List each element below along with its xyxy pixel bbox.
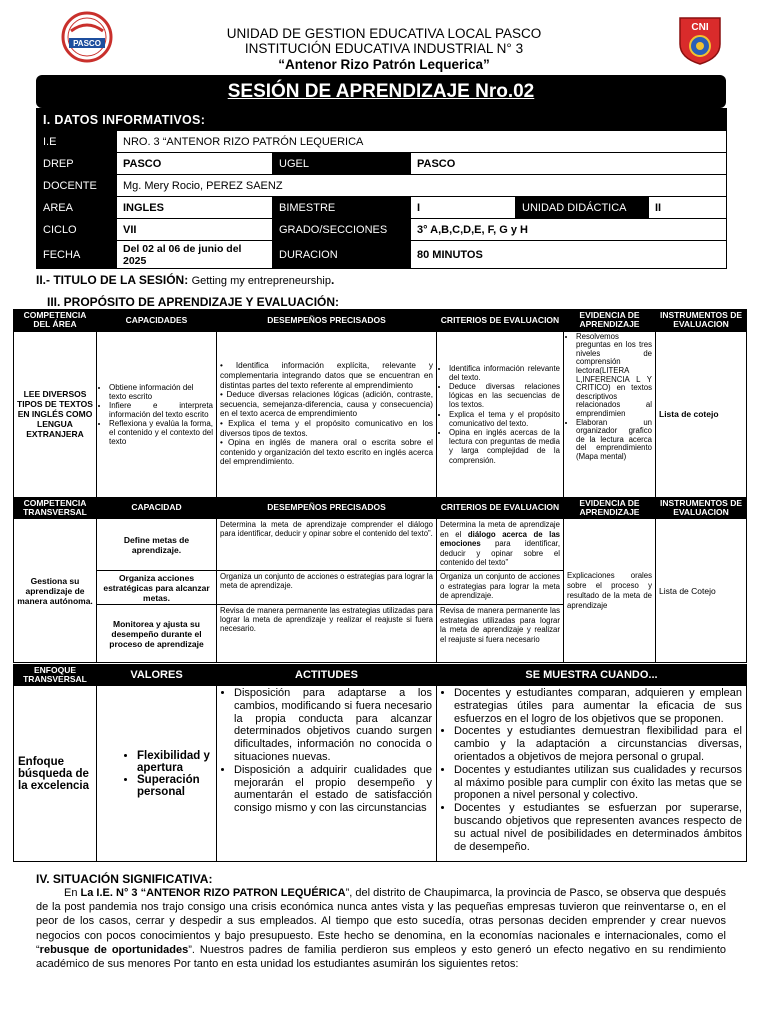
logo-left-text: PASCO: [73, 39, 101, 48]
actitud-item: • Disposición a adquirir cualidades que mejorarán el propio desempeño y aumentarán el estado de satisfacción consigo mismo y con las circunstancias: [234, 764, 432, 815]
header-criterios-transversal: CRITERIOS DE EVALUACION: [437, 497, 564, 519]
criterio-define-metas: Determina la meta de aprendizaje en el diálogo acerca de las emociones para identificar, deducir y opinar sobre el contenido del texto”: [437, 519, 564, 571]
desempeno-monitorea: Revisa de manera permanente las estrategias utilizadas para lograr la meta de aprendizaje y realizar el reajuste si fuera necesario.: [217, 605, 437, 663]
header-capacidades: CAPACIDADES: [97, 310, 217, 332]
header-line-institucion: INSTITUCIÓN EDUCATIVA INDUSTRIAL N° 3: [244, 41, 524, 56]
unidad-label: UNIDAD DIDÁCTICA: [516, 197, 649, 219]
desempeno-item: • Opina en inglés de manera oral o escrita sobre el contenido y organización del texto escrito en inglés acerca del emprendimiento.: [220, 438, 433, 467]
desempeno-item: • Deduce diversas relaciones lógicas (adición, contraste, secuencia, semejanza-diferencia, causa y consecuencia) en el texto acerca de emprendimiento: [220, 390, 433, 419]
capacidad-organiza-acciones: Organiza acciones estratégicas para alcanzar metas.: [97, 571, 217, 605]
logo-right-text: CNI: [691, 22, 709, 33]
capacidad-define-metas: Define metas de aprendizaje.: [97, 519, 217, 571]
actitud-item: • Disposición para adaptarse a los cambios, modificando si fuera necesario la propia conducta para alcanzar determinados objetivos cuando surgen dificultades, información no conocida o situaciones nuevas.: [234, 687, 432, 764]
grado-label: GRADO/SECCIONES: [273, 219, 411, 241]
criterios-list: [440, 364, 560, 465]
header-evidencia: EVIDENCIA DE APRENDIZAJE: [564, 310, 656, 332]
se-muestra-item: • Docentes y estudiantes comparan, adquieren y emplean estrategias útiles para aumentar la eficacia de sus esfuerzos en el logro de los objetivos que se proponen.: [454, 687, 742, 725]
header-actitudes: ACTITUDES: [217, 665, 437, 686]
duracion-label: DURACION: [273, 241, 411, 269]
titulo-sesion: [36, 273, 334, 287]
se-muestra-item: • Docentes y estudiantes utilizan sus cualidades y recursos al máximo posible para cumplir con éxito las metas que se proponen a nivel personal y colectivo.: [454, 764, 742, 802]
criterio-item: • Opina en inglés acercas de la lectura con preguntas de media y larga complejidad de la comprensión.: [449, 428, 560, 465]
area-label: AREA: [37, 197, 117, 219]
competencia-gestiona-aprendizaje: Gestiona su aprendizaje de manera autónoma.: [14, 519, 97, 663]
valor-item: • Flexibilidad y apertura: [137, 750, 212, 774]
header-line-nombre: “Antenor Rizo Patrón Lequerica”: [278, 57, 490, 72]
enfoque-transversal-table: [13, 664, 747, 862]
bimestre-label: BIMESTRE: [273, 197, 411, 219]
header-instrumentos: INSTRUMENTOS DE EVALUACION: [656, 310, 747, 332]
titulo-sesion-label: II.- TITULO DE LA SESIÓN:: [36, 273, 189, 287]
bimestre-value: I: [411, 197, 516, 219]
se-muestra-item: • Docentes y estudiantes demuestran flexibilidad para el cambio y la adaptación a circunstancias diversas, orientados a objetivos de mejora personal o grupal.: [454, 725, 742, 763]
drep-label: DREP: [37, 153, 117, 175]
duracion-value: 80 MINUTOS: [411, 241, 727, 269]
criterio-item: • Explica el tema y el propósito comunicativo del texto.: [449, 410, 560, 428]
situacion-paragraph: En La I.E. N° 3 “ANTENOR RIZO PATRON LEQUÉRICA”, del distrito de Chaupimarca, la provincia de Pasco, se observa que después de la post pandemia nos trajo consigo una crisis económica nunca antes vista y las pequeñas empresas tuvieron que reinventarse o, en el peor de los casos, cerrar y despedir a sus empleados. Al tiempo que esto sucedía, otras personas deciden emprender y crear nuevos negocios con pocos conocimientos y bajo presupuesto. Este hecho se denomina, en la economías nacionales e internacionales, como el “rebusque de oportunidades”. Nuestros padres de familia perdieron sus empleos y esto generó un efecto negativo en su rendimiento académico de sus menores Por tanto en esta unidad los estudiantes asumirán los siguientes retos:: [36, 887, 727, 971]
header-competencia-transversal: COMPETENCIA TRANSVERSAL: [14, 497, 97, 519]
proposito-title: III. PROPÓSITO DE APRENDIZAJE Y EVALUACIÓN:: [47, 295, 340, 309]
header-competencia-area: COMPETENCIA DEL ÁREA: [14, 310, 97, 332]
instrumento-transversal: Lista de Cotejo: [656, 519, 747, 663]
header-instrumentos-transversal: INSTRUMENTOS DE EVALUACION: [656, 497, 747, 519]
desempeno-item: • Explica el tema y el propósito comunicativo en los diversos tipos de textos.: [220, 418, 433, 438]
area-value: INGLES: [117, 197, 273, 219]
titulo-sesion-value: Getting my entrepreneurship: [191, 275, 331, 287]
valores-list: [101, 750, 212, 798]
titulo-sesion-dot: .: [331, 273, 335, 287]
capacidades-list: [100, 383, 213, 446]
docente-label: DOCENTE: [37, 175, 117, 197]
capacidad-item: • Obtiene información del texto escrito: [109, 383, 213, 401]
grado-value: 3° A,B,C,D,E, F, G y H: [411, 219, 727, 241]
evidencia-item: • Resolvemos preguntas en los tres niveles de comprensión lectora(LITERA L,INFERENCIA L Y CRITICO) en textos descriptivos relacionados al emprendimien: [576, 333, 652, 419]
drep-value: PASCO: [117, 153, 273, 175]
se-muestra-item: • Docentes y estudiantes se esfuerzan por superarse, buscando objetivos que representen avances respecto de su actual nivel de posibilidades en determinados ámbitos de desempeño.: [454, 802, 742, 853]
header-evidencia-transversal: EVIDENCIA DE APRENDIZAJE: [564, 497, 656, 519]
competencia-lee-textos: LEE DIVERSOS TIPOS DE TEXTOS EN INGLÉS COMO LENGUA EXTRANJERA: [14, 331, 97, 497]
docente-value: Mg. Mery Rocio, PEREZ SAENZ: [117, 175, 727, 197]
ciclo-value: VII: [117, 219, 273, 241]
desempeno-organiza-acciones: Organiza un conjunto de acciones o estrategias para lograr la meta de aprendizaje.: [217, 571, 437, 605]
header-se-muestra: SE MUESTRA CUANDO...: [437, 665, 747, 686]
datos-informativos-table: [36, 108, 727, 269]
unidad-value: II: [649, 197, 727, 219]
criterio-item: • Deduce diversas relaciones lógicas en las secuencias de los textos.: [449, 382, 560, 410]
desempeno-item: • Identifica información explícita, relevante y complementaria integrando datos que se encuentran en distintas partes del texto referente al emprendimiento: [220, 361, 433, 390]
actitudes-list: [221, 687, 432, 815]
header-valores: VALORES: [97, 665, 217, 686]
datos-title: I. DATOS INFORMATIVOS:: [37, 109, 727, 131]
criterio-item: • Identifica información relevante del texto.: [449, 364, 560, 382]
header-desempenos-transversal: DESEMPEÑOS PRECISADOS: [217, 497, 437, 519]
ie-label: I.E: [37, 131, 117, 153]
enfoque-busqueda-excelencia: Enfoque búsqueda de la excelencia: [14, 686, 97, 862]
proposito-table: [13, 309, 747, 663]
evidencia-item: • Elaboran un organizador grafico de la lectura acerca del emprendimiento (Mapa mental): [576, 419, 652, 462]
header-capacidad: CAPACIDAD: [97, 497, 217, 519]
capacidad-item: • Reflexiona y evalúa la forma, el contenido y el contexto del texto: [109, 419, 213, 446]
situacion-title: IV. SITUACIÓN SIGNIFICATIVA:: [36, 872, 213, 886]
capacidad-monitorea: Monitorea y ajusta su desempeño durante el proceso de aprendizaje: [97, 605, 217, 663]
criterio-organiza-acciones: Organiza un conjunto de acciones o estrategias para lograr la meta de aprendizaje.: [437, 571, 564, 605]
instrumento-lista-cotejo: Lista de cotejo: [656, 331, 747, 497]
ie-value: NRO. 3 “ANTENOR RIZO PATRÓN LEQUERICA: [117, 131, 727, 153]
session-title-banner: [36, 75, 726, 108]
evidencia-explicaciones-orales: Explicaciones orales sobre el proceso y resultado de la meta de aprendizaje: [564, 519, 656, 663]
criterio-monitorea: Revisa de manera permanente las estrategias utilizadas para lograr la meta de aprendizaje y realizar el reajuste si fuera necesario: [437, 605, 564, 663]
document-header: [0, 0, 768, 78]
desempeno-define-metas: Determina la meta de aprendizaje comprender el diálogo para identificar, deducir y opinar sobre el contenido del texto”.: [217, 519, 437, 571]
ciclo-label: CICLO: [37, 219, 117, 241]
evidencias-list: [567, 333, 652, 462]
capacidad-item: • Infiere e interpreta información del texto escrito: [109, 401, 213, 419]
fecha-label: FECHA: [37, 241, 117, 269]
session-title: SESIÓN DE APRENDIZAJE Nro.02: [227, 81, 535, 102]
fecha-value: Del 02 al 06 de junio del 2025: [117, 241, 273, 269]
header-desempenos: DESEMPEÑOS PRECISADOS: [217, 310, 437, 332]
header-enfoque: ENFOQUE TRANSVERSAL: [14, 665, 97, 686]
header-criterios: CRITERIOS DE EVALUACION: [437, 310, 564, 332]
ugel-label: UGEL: [273, 153, 411, 175]
header-line-ugel: UNIDAD DE GESTION EDUCATIVA LOCAL PASCO: [226, 26, 542, 41]
ugel-value: PASCO: [411, 153, 727, 175]
valor-item: • Superación personal: [137, 774, 212, 798]
se-muestra-list: [441, 687, 742, 853]
